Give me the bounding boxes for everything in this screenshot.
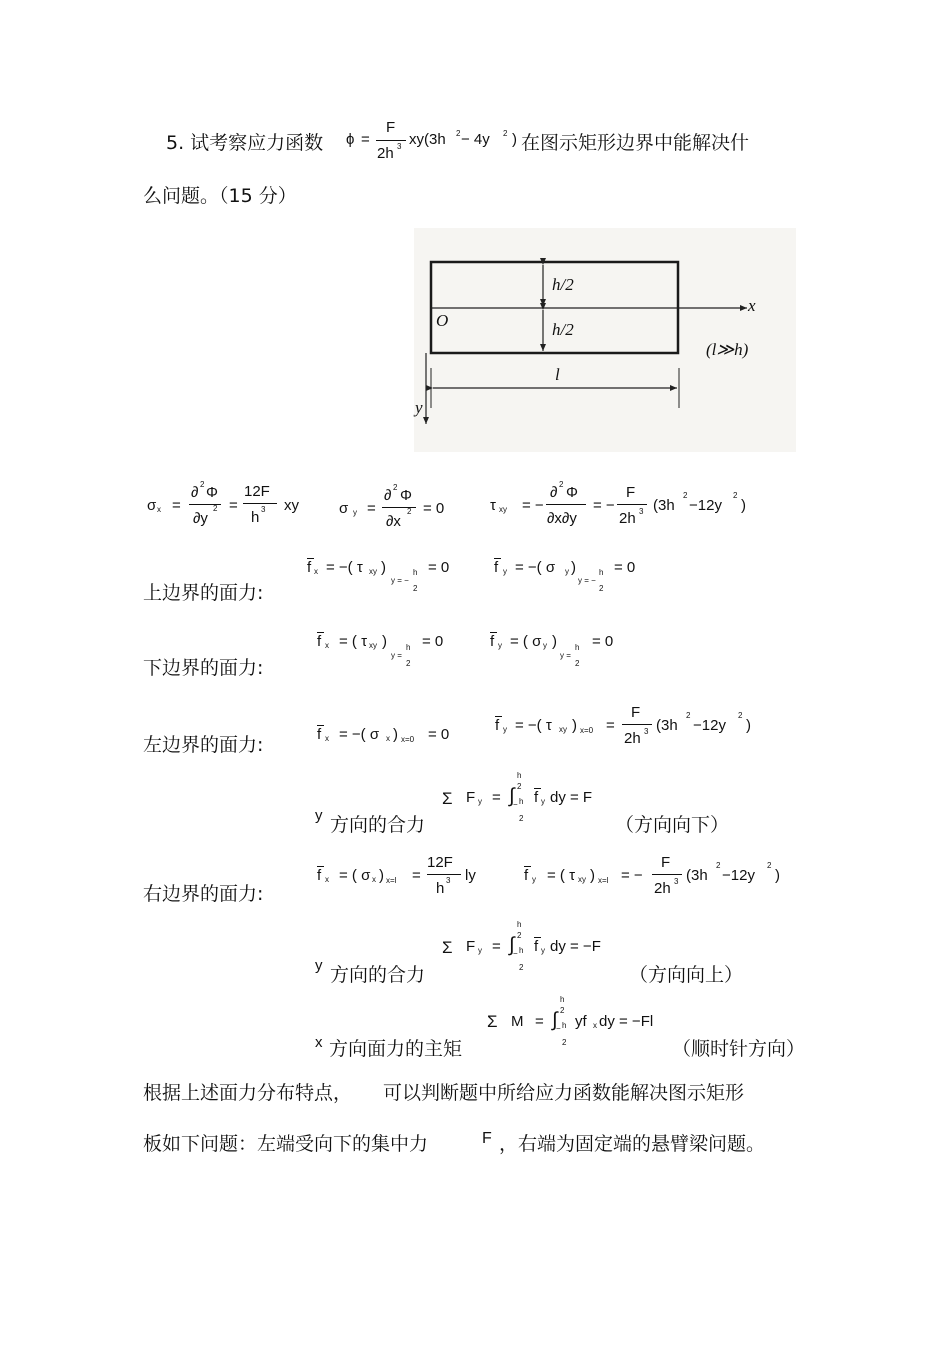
txy-tail-exp1: 2 [683, 491, 688, 500]
upper-fx-2: 2 [413, 584, 418, 593]
txy-tail-exp2: 2 [733, 491, 738, 500]
upper-fx-f: f [307, 559, 312, 576]
upper-fy-bar [494, 558, 501, 559]
right-fx-sub: x [325, 875, 329, 884]
right-mom-dir: （顺时针方向） [672, 1038, 806, 1060]
conclusion-line1b: 可以判断题中所给应力函数能解决图示矩形 [383, 1082, 745, 1104]
sy-d-den-exp: 2 [407, 507, 412, 516]
sq2: 2 [503, 129, 508, 138]
right-fy-eq: = ( τ [547, 867, 576, 884]
right-res-fbar-line [534, 937, 541, 938]
right-fy-num: F [661, 854, 671, 871]
lower-label: 下边界的面力: [143, 657, 264, 679]
sx-c-bar [243, 503, 277, 504]
txy-sub: xy [499, 505, 507, 514]
left-res-fsub: y [541, 797, 545, 806]
lower-fx-h: h [406, 643, 411, 652]
right-fx-eq2: = [412, 867, 421, 884]
upper-fy-f: f [494, 559, 499, 576]
lower-fy-cond: y = [560, 651, 571, 660]
left-res-fbar-line [534, 788, 541, 789]
problem-suffix: 在图示矩形边界中能解决什 [521, 132, 750, 154]
right-fx-bar [317, 866, 324, 867]
right-fx-f: f [317, 867, 322, 884]
right-fy-t1: (3h [686, 867, 708, 884]
sy-sym: σ [339, 500, 349, 517]
sx-c-den: h [251, 509, 260, 526]
txy-eq2: = − [593, 497, 615, 514]
upper-fy-h: h [599, 568, 604, 577]
left-fx-bar [317, 725, 324, 726]
left-fy-bar [495, 716, 502, 717]
sx-eq1: = [172, 497, 181, 514]
sy-sub: y [353, 508, 357, 517]
eq: = [361, 131, 370, 148]
label-note: (l≫h) [706, 340, 749, 359]
upper-fx-tsub: xy [369, 567, 377, 576]
label-y: y [415, 398, 423, 417]
lower-fx-close: ) [382, 633, 387, 650]
lower-fy-ssub: y [543, 641, 547, 650]
left-res-int: ∫ [509, 785, 515, 807]
upper-fx-sub: x [314, 567, 318, 576]
left-fy-e2: 2 [738, 711, 743, 720]
body: xy(3h [409, 131, 446, 148]
right-res-eq: = [492, 938, 501, 955]
right-mom-lo-h: h [562, 1021, 567, 1030]
txy-tail2: −12y [689, 497, 722, 514]
sx-d1-num-exp: 2 [200, 480, 205, 489]
left-fy-eq: = −( τ [515, 717, 552, 734]
txy-d-num-exp: 2 [559, 480, 564, 489]
right-fy-t2: −12y [722, 867, 755, 884]
lower-fy-sub: y [498, 641, 502, 650]
right-fx-close: ) [379, 867, 384, 884]
lower-fx-2: 2 [406, 659, 411, 668]
left-fy-fbar [622, 724, 652, 725]
minus4y: − 4y [461, 131, 490, 148]
left-fx-sub: x [325, 734, 329, 743]
sy-d-num-phi: Φ [400, 487, 412, 504]
right-fy-f: f [524, 867, 529, 884]
left-fy-eq2: = [606, 717, 615, 734]
txy-d-num-phi: Φ [566, 484, 578, 501]
right-mom-sum: Σ [487, 1012, 498, 1031]
right-mom-x: x [315, 1034, 323, 1051]
conclusion-line2a: 板如下问题：左端受向下的集中力 [143, 1133, 429, 1155]
label-l: l [555, 365, 560, 384]
lower-fx-bar [317, 632, 324, 633]
right-mom-label: 方向面力的主矩 [329, 1038, 463, 1060]
sy-d-den: ∂x [386, 513, 401, 530]
left-res-lo-h: h [519, 797, 524, 806]
lower-fy-eq: = ( σ [510, 633, 542, 650]
upper-fx-cond: y = − [391, 576, 409, 585]
lower-fx-val: = 0 [422, 633, 444, 650]
left-fx-cond: x=0 [401, 735, 415, 744]
upper-fx-bar [307, 558, 314, 559]
right-fy-t3: ) [775, 867, 780, 884]
right-res-sum: Σ [442, 938, 453, 957]
right-mom-up-h: h [560, 995, 565, 1004]
left-res-sum: Σ [442, 789, 453, 808]
upper-fy-eq: = −( σ [515, 559, 556, 576]
lower-fy-f: f [490, 633, 495, 650]
right-fy-bar [524, 866, 531, 867]
txy-d-num: ∂ [550, 484, 558, 501]
lower-fx-f: f [317, 633, 322, 650]
right-res-up-2: 2 [517, 931, 522, 940]
right-res-Fsub: y [478, 946, 482, 955]
right-fx-den-exp: 3 [446, 876, 451, 885]
txy-tail1: (3h [653, 497, 675, 514]
left-fy-den: 2h [624, 730, 641, 747]
right-label: 右边界的面力: [143, 883, 264, 905]
upper-fx-close: ) [381, 559, 386, 576]
lower-fx-eq: = ( τ [339, 633, 368, 650]
lower-fy-2: 2 [575, 659, 580, 668]
upper-fy-sub: y [503, 567, 507, 576]
upper-fy-2: 2 [599, 584, 604, 593]
right-fx-den: h [436, 880, 445, 897]
lower-fy-bar [490, 632, 497, 633]
sx-d1-num-phi: Φ [206, 484, 218, 501]
sx-sub: x [157, 505, 161, 514]
right-fy-cond: x=l [598, 876, 609, 885]
txy-c-num: F [626, 484, 636, 501]
frac-den-exp: 3 [397, 142, 402, 151]
conclusion-line2b: ，右端为固定端的悬臂梁问题。 [499, 1133, 766, 1155]
left-res-label: 方向的合力 [330, 814, 426, 836]
txy-d-bar [546, 504, 586, 505]
left-fy-num: F [631, 704, 641, 721]
lower-fx-cond: y = [391, 651, 402, 660]
sx-c-num: 12F [244, 483, 270, 500]
txy-tail3: ) [741, 497, 746, 514]
right-mom-up-2: 2 [560, 1006, 565, 1015]
right-mom-tsub: x [593, 1021, 597, 1030]
right-res-lo-h: h [519, 946, 524, 955]
left-res-eq: = [492, 789, 501, 806]
right-mom-int: ∫ [552, 1009, 558, 1031]
left-res-lo-2: 2 [519, 814, 524, 823]
right-mom-tail2: dy = −Fl [599, 1013, 654, 1030]
right-fy-tsub: xy [578, 875, 586, 884]
upper-fx-h: h [413, 568, 418, 577]
upper-fy-cond: y = − [578, 576, 596, 585]
right-res-fbar: f [534, 938, 539, 955]
right-fy-e2: 2 [767, 861, 772, 870]
frac-den: 2h [377, 145, 394, 162]
right-fx-num: 12F [427, 854, 453, 871]
right-mom-lo-minus: − [556, 1024, 561, 1033]
left-fy-t2: −12y [693, 717, 726, 734]
left-res-F: F [466, 789, 476, 806]
right-fy-den: 2h [654, 880, 671, 897]
sx-tail: xy [284, 497, 299, 514]
sy-d-num-exp: 2 [393, 483, 398, 492]
left-res-tail: dy = F [550, 789, 593, 806]
frac-num: F [386, 119, 396, 136]
lower-fy-val: = 0 [592, 633, 614, 650]
lower-fy-close: ) [552, 633, 557, 650]
lower-fy-h: h [575, 643, 580, 652]
txy-sym: τ [490, 497, 496, 514]
label-h2-top: h/2 [552, 275, 574, 294]
sy-d-num: ∂ [384, 487, 392, 504]
right-res-lo-minus: − [513, 949, 518, 958]
right-res-tail: dy = −F [550, 938, 601, 955]
sx-eq2: = [229, 497, 238, 514]
right-res-lo-2: 2 [519, 963, 524, 972]
left-label: 左边界的面力: [143, 734, 264, 756]
left-res-Fsub: y [478, 797, 482, 806]
left-fy-tsub: xy [559, 725, 567, 734]
upper-fy-ssub: y [565, 567, 569, 576]
sx-d1-num: ∂ [191, 484, 199, 501]
right-fy-eq2: = − [621, 867, 643, 884]
right-fx-eq: = ( σ [339, 867, 371, 884]
left-res-up-h: h [517, 771, 522, 780]
label-x: x [748, 296, 756, 315]
conclusion-line1a: 根据上述面力分布特点， [143, 1082, 353, 1104]
txy-eq1: = − [522, 497, 544, 514]
lower-fx-tsub: xy [369, 641, 377, 650]
left-res-fbar: f [534, 789, 539, 806]
txy-c-den-exp: 3 [639, 507, 644, 516]
left-fy-f: f [495, 717, 500, 734]
left-fy-t3: ) [746, 717, 751, 734]
right-mom-eq: = [535, 1013, 544, 1030]
left-fy-den-exp: 3 [644, 727, 649, 736]
right-fy-sub: y [532, 875, 536, 884]
sx-d1-den: ∂y [193, 510, 208, 527]
right-fx-cond: x=l [386, 876, 397, 885]
label-h2-bottom: h/2 [552, 320, 574, 339]
left-fy-t1: (3h [656, 717, 678, 734]
upper-label: 上边界的面力: [143, 582, 264, 604]
left-fx-close: ) [393, 726, 398, 743]
beam-figure [414, 228, 796, 452]
right-fx-ssub: x [372, 875, 376, 884]
right-fy-close: ) [590, 867, 595, 884]
right-res-dir: （方向向上） [629, 964, 744, 986]
right-mom-lo-2: 2 [562, 1038, 567, 1047]
right-mom-M: M [511, 1013, 524, 1030]
lower-fx-sub: x [325, 641, 329, 650]
left-fx-f: f [317, 726, 322, 743]
right-res-label: 方向的合力 [330, 964, 426, 986]
right-fy-e1: 2 [716, 861, 721, 870]
right-res-up-h: h [517, 920, 522, 929]
conclusion-line2F: F [482, 1130, 492, 1147]
left-fx-eq: = −( σ [339, 726, 380, 743]
right-fx-fbar [427, 874, 461, 875]
problem-line2: 么问题。（15 分） [143, 185, 297, 207]
problem-prefix: 5. 试考察应力函数 [166, 132, 324, 154]
upper-fy-close: ) [571, 559, 576, 576]
left-fy-sub: y [503, 725, 507, 734]
sy-eq1: = [367, 500, 376, 517]
right-fx-tail: ly [465, 867, 476, 884]
sy-tail: = 0 [423, 500, 445, 517]
upper-fx-val: = 0 [428, 559, 450, 576]
right-res-F: F [466, 938, 476, 955]
upper-fx-eq: = −( τ [326, 559, 363, 576]
left-res-dir: （方向向下） [615, 814, 730, 836]
right-res-int: ∫ [509, 934, 515, 956]
txy-d-den: ∂x∂y [547, 510, 577, 527]
right-mom-tail: yf [575, 1013, 587, 1030]
left-res-y: y [315, 807, 323, 824]
right-fy-den-exp: 3 [674, 877, 679, 886]
left-fy-close: ) [572, 717, 577, 734]
left-fx-val: = 0 [428, 726, 450, 743]
txy-c-bar [617, 504, 647, 505]
phi-symbol: ϕ [346, 131, 355, 148]
left-fy-cond: x=0 [580, 726, 594, 735]
left-fy-e1: 2 [686, 711, 691, 720]
txy-c-den: 2h [619, 510, 636, 527]
rp: ) [512, 131, 517, 148]
left-res-lo-minus: − [513, 800, 518, 809]
sx-sym: σ [147, 497, 157, 514]
upper-fy-val: = 0 [614, 559, 636, 576]
sx-c-den-exp: 3 [261, 505, 266, 514]
right-res-fsub: y [541, 946, 545, 955]
right-res-y: y [315, 957, 323, 974]
right-fy-fbar [652, 874, 682, 875]
sq: 2 [456, 129, 461, 138]
frac-bar [376, 140, 406, 141]
left-fx-ssub: x [386, 734, 390, 743]
left-res-up-2: 2 [517, 782, 522, 791]
label-origin: O [436, 311, 449, 330]
sx-d1-den-exp: 2 [213, 504, 218, 513]
